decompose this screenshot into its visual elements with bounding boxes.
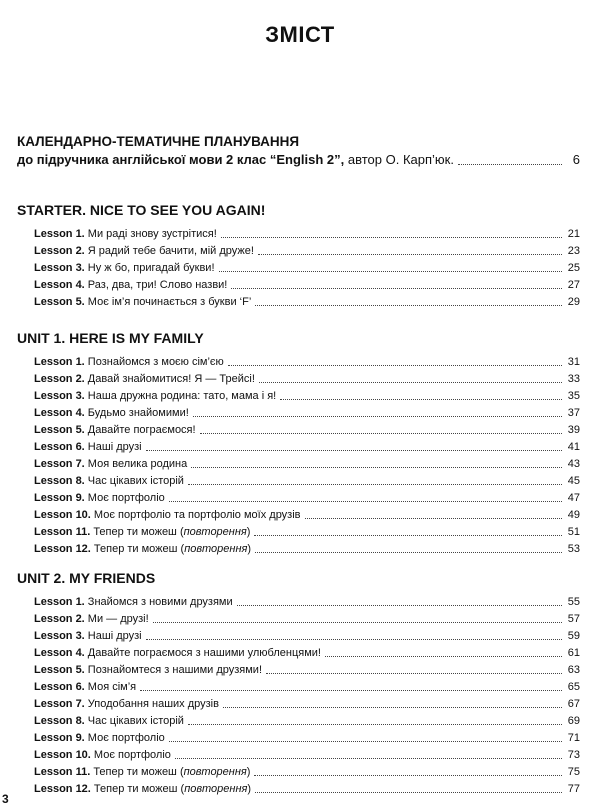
lesson-title: Моя велика родина	[84, 458, 188, 470]
lesson-number: Lesson 6.	[34, 681, 85, 693]
lesson-title: Я радий тебе бачити, мій друже!	[84, 245, 254, 257]
lesson-number: Lesson 3.	[34, 262, 85, 274]
dot-leader	[458, 163, 562, 165]
toc-row[interactable]	[17, 241, 582, 258]
toc-row[interactable]	[17, 609, 582, 626]
lesson-label	[17, 278, 227, 292]
page-ref: 49	[567, 509, 580, 521]
lesson-label	[17, 714, 184, 728]
toc-row[interactable]	[17, 694, 582, 711]
lesson-number: Lesson 10.	[34, 509, 91, 521]
lesson-number: Lesson 2.	[34, 373, 85, 385]
page-ref: 37	[567, 407, 580, 419]
page-ref: 61	[567, 647, 580, 659]
dot-leader	[280, 398, 562, 400]
lesson-title: Моя сім’я	[84, 681, 137, 693]
lesson-title: Наші друзі	[84, 441, 142, 453]
toc-row[interactable]	[17, 224, 582, 241]
lesson-number: Lesson 11.	[34, 766, 91, 778]
lesson-label	[17, 261, 215, 275]
lesson-label	[17, 474, 184, 488]
toc-row[interactable]	[17, 352, 582, 369]
lesson-label	[17, 525, 250, 539]
toc-row[interactable]	[17, 660, 582, 677]
lesson-label	[17, 457, 187, 471]
lesson-title: Моє портфоліо	[84, 492, 165, 504]
page-ref: 25	[567, 262, 580, 274]
section-unit-2	[17, 570, 582, 796]
dot-leader	[231, 287, 562, 289]
section-title: UNIT 2. MY FRIENDS	[17, 570, 156, 586]
lesson-label	[17, 491, 165, 505]
lesson-title: Раз, два, три! Слово назви!	[84, 279, 228, 291]
page-ref: 29	[567, 296, 580, 308]
dot-leader	[146, 449, 562, 451]
planning-title: КАЛЕНДАРНО-ТЕМАТИЧНЕ ПЛАНУВАННЯ	[17, 134, 300, 149]
lesson-label	[17, 782, 251, 796]
lesson-label	[17, 423, 196, 437]
lesson-title: Час цікавих історій	[84, 475, 184, 487]
lesson-label	[17, 406, 189, 420]
planning-book: до підручника англійської мови 2 клас “English 2”,	[17, 152, 345, 167]
page-ref: 33	[567, 373, 580, 385]
lesson-note: повторення	[183, 526, 247, 538]
dot-leader	[175, 757, 562, 759]
dot-leader	[221, 236, 562, 238]
page-ref: 57	[567, 613, 580, 625]
toc-row[interactable]	[17, 275, 582, 292]
lesson-title: Моє портфоліо	[84, 732, 165, 744]
planning-entry[interactable]	[17, 150, 582, 168]
lesson-note-close: )	[246, 766, 251, 778]
lesson-label	[17, 389, 276, 403]
toc-row[interactable]	[17, 522, 582, 539]
toc-row[interactable]	[17, 420, 582, 437]
lesson-number: Lesson 5.	[34, 296, 85, 308]
page-ref: 41	[567, 441, 580, 453]
lesson-label	[17, 227, 217, 241]
lesson-label	[17, 508, 301, 522]
planning-label	[17, 152, 454, 168]
dot-leader	[266, 672, 562, 674]
lesson-title: Тепер ти можеш (	[90, 766, 184, 778]
lesson-list	[17, 352, 582, 556]
page-number: 3	[2, 792, 9, 806]
toc-row[interactable]	[17, 292, 582, 309]
toc-row[interactable]	[17, 728, 582, 745]
toc-row[interactable]	[17, 745, 582, 762]
lesson-note-close: )	[246, 526, 251, 538]
page-ref: 21	[567, 228, 580, 240]
toc-row[interactable]	[17, 488, 582, 505]
lesson-number: Lesson 4.	[34, 647, 85, 659]
lesson-number: Lesson 8.	[34, 715, 85, 727]
lesson-note: повторення	[184, 543, 248, 555]
lesson-note: повторення	[183, 766, 247, 778]
lesson-label	[17, 629, 142, 643]
toc-row[interactable]	[17, 762, 582, 779]
lesson-label	[17, 372, 255, 386]
dot-leader	[169, 500, 562, 502]
section-unit-1	[17, 330, 582, 556]
lesson-title: Моє ім’я починається з букви ‘F’	[84, 296, 252, 308]
dot-leader	[325, 655, 562, 657]
dot-leader	[228, 364, 562, 366]
lesson-title: Моє портфоліо	[90, 749, 171, 761]
dot-leader	[223, 706, 562, 708]
toc-row[interactable]	[17, 403, 582, 420]
toc-row[interactable]	[17, 592, 582, 609]
page-ref: 59	[567, 630, 580, 642]
page-ref: 63	[567, 664, 580, 676]
lesson-label	[17, 612, 149, 626]
lesson-title: Уподобання наших друзів	[84, 698, 219, 710]
lesson-title: Тепер ти можеш (	[90, 783, 185, 795]
page-ref: 39	[567, 424, 580, 436]
dot-leader	[254, 534, 562, 536]
page-ref: 6	[572, 152, 580, 167]
lesson-number: Lesson 9.	[34, 492, 85, 504]
lesson-title: Ну ж бо, пригадай букви!	[84, 262, 215, 274]
dot-leader	[305, 517, 562, 519]
lesson-number: Lesson 1.	[34, 228, 85, 240]
page-ref: 23	[567, 245, 580, 257]
page-ref: 69	[567, 715, 580, 727]
lesson-number: Lesson 7.	[34, 698, 85, 710]
toc-row[interactable]	[17, 437, 582, 454]
toc-row[interactable]	[17, 711, 582, 728]
lesson-title: Ми — друзі!	[84, 613, 149, 625]
lesson-title: Будьмо знайомими!	[84, 407, 189, 419]
section-title: UNIT 1. HERE IS MY FAMILY	[17, 330, 204, 346]
page-ref: 31	[567, 356, 580, 368]
section-title: STARTER. NICE TO SEE YOU AGAIN!	[17, 202, 266, 218]
page-ref: 35	[567, 390, 580, 402]
lesson-number: Lesson 1.	[34, 356, 85, 368]
toc-row[interactable]	[17, 386, 582, 403]
lesson-number: Lesson 3.	[34, 390, 85, 402]
lesson-number: Lesson 5.	[34, 664, 85, 676]
lesson-label	[17, 748, 171, 762]
lesson-label	[17, 542, 251, 556]
page-ref: 71	[567, 732, 580, 744]
lesson-number: Lesson 4.	[34, 407, 85, 419]
planning-author: автор О. Карп’юк.	[344, 152, 454, 167]
toc-row[interactable]	[17, 258, 582, 275]
toc-row[interactable]	[17, 454, 582, 471]
lesson-list	[17, 592, 582, 796]
lesson-number: Lesson 2.	[34, 613, 85, 625]
lesson-label	[17, 355, 224, 369]
lesson-note-close: )	[247, 543, 252, 555]
dot-leader	[255, 304, 562, 306]
dot-leader	[153, 621, 562, 623]
lesson-label	[17, 697, 219, 711]
dot-leader	[219, 270, 562, 272]
lesson-title: Наша дружна родина: тато, мама і я!	[84, 390, 277, 402]
page-ref: 67	[567, 698, 580, 710]
dot-leader	[146, 638, 562, 640]
lesson-title: Тепер ти можеш (	[90, 543, 185, 555]
lesson-number: Lesson 3.	[34, 630, 85, 642]
page-ref: 65	[567, 681, 580, 693]
page-ref: 73	[567, 749, 580, 761]
page-ref: 75	[567, 766, 580, 778]
lesson-number: Lesson 8.	[34, 475, 85, 487]
lesson-number: Lesson 12.	[34, 783, 91, 795]
dot-leader	[258, 253, 562, 255]
toc-row[interactable]	[17, 471, 582, 488]
page-ref: 53	[567, 543, 580, 555]
lesson-number: Lesson 7.	[34, 458, 85, 470]
page-title: ЗМІСТ	[265, 22, 335, 47]
lesson-title: Давайте пограємося з нашими улюбленцями!	[84, 647, 321, 659]
lesson-title: Ми раді знову зустрітися!	[84, 228, 217, 240]
lesson-title: Познайомтеся з нашими друзями!	[84, 664, 263, 676]
lesson-number: Lesson 5.	[34, 424, 85, 436]
lesson-title: Давай знайомитися! Я — Трейсі!	[84, 373, 255, 385]
lesson-title: Познайомся з моєю сім’єю	[84, 356, 224, 368]
lesson-label	[17, 244, 254, 258]
lesson-number: Lesson 2.	[34, 245, 85, 257]
lesson-label	[17, 646, 321, 660]
toc-row[interactable]	[17, 779, 582, 796]
dot-leader	[200, 432, 562, 434]
lesson-title: Тепер ти можеш (	[90, 526, 184, 538]
lesson-list	[17, 224, 582, 309]
dot-leader	[193, 415, 562, 417]
dot-leader	[259, 381, 562, 383]
planning-section	[17, 134, 582, 168]
page-ref: 51	[567, 526, 580, 538]
page-ref: 77	[567, 783, 580, 795]
lesson-label	[17, 440, 142, 454]
dot-leader	[237, 604, 562, 606]
toc-row[interactable]	[17, 505, 582, 522]
page-ref: 47	[567, 492, 580, 504]
lesson-number: Lesson 9.	[34, 732, 85, 744]
dot-leader	[255, 551, 562, 553]
section-starter	[17, 202, 582, 309]
toc-row[interactable]	[17, 539, 582, 556]
lesson-number: Lesson 1.	[34, 596, 85, 608]
lesson-note: повторення	[184, 783, 248, 795]
lesson-label	[17, 663, 262, 677]
dot-leader	[255, 791, 562, 793]
page-ref: 55	[567, 596, 580, 608]
toc-row[interactable]	[17, 677, 582, 694]
dot-leader	[169, 740, 562, 742]
lesson-label	[17, 295, 251, 309]
lesson-label	[17, 595, 233, 609]
lesson-number: Lesson 11.	[34, 526, 91, 538]
lesson-number: Lesson 4.	[34, 279, 85, 291]
lesson-note-close: )	[247, 783, 252, 795]
dot-leader	[140, 689, 562, 691]
lesson-title: Час цікавих історій	[84, 715, 184, 727]
dot-leader	[188, 483, 562, 485]
lesson-title: Знайомся з новими друзями	[84, 596, 233, 608]
lesson-label	[17, 731, 165, 745]
toc-row[interactable]	[17, 626, 582, 643]
toc-row[interactable]	[17, 369, 582, 386]
page-ref: 45	[567, 475, 580, 487]
page-ref: 27	[567, 279, 580, 291]
lesson-number: Lesson 12.	[34, 543, 91, 555]
lesson-title: Давайте пограємося!	[84, 424, 196, 436]
lesson-label	[17, 765, 250, 779]
lesson-label	[17, 680, 136, 694]
dot-leader	[254, 774, 562, 776]
lesson-title: Наші друзі	[84, 630, 142, 642]
dot-leader	[188, 723, 562, 725]
dot-leader	[191, 466, 562, 468]
page-ref: 43	[567, 458, 580, 470]
toc-row[interactable]	[17, 643, 582, 660]
lesson-title: Моє портфоліо та портфоліо моїх друзів	[90, 509, 301, 521]
lesson-number: Lesson 10.	[34, 749, 91, 761]
lesson-number: Lesson 6.	[34, 441, 85, 453]
